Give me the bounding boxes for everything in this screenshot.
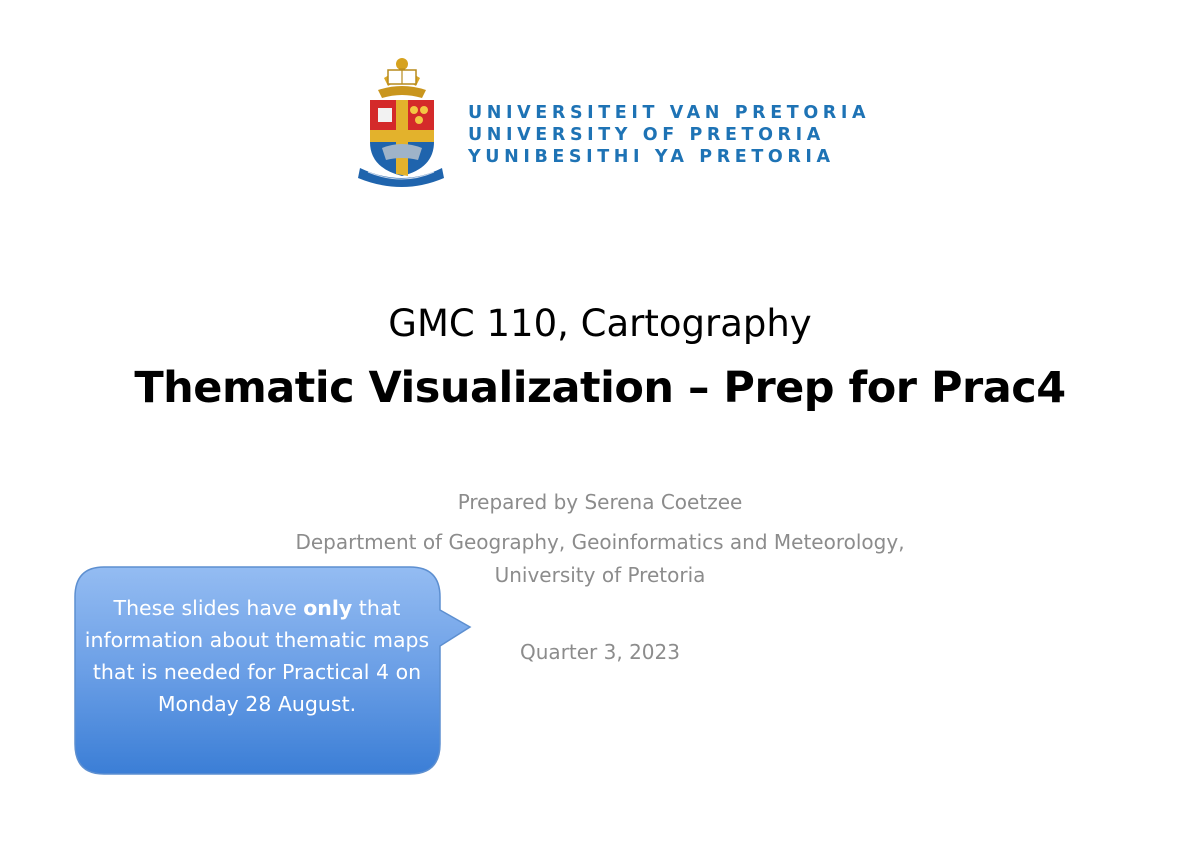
department-line: Department of Geography, Geoinformatics and Meteorology, [295, 530, 905, 554]
callout-emphasis: only [303, 596, 353, 620]
university-name-sepedi: YUNIBESITHI YA PRETORIA [468, 147, 835, 167]
callout-bubble [74, 566, 472, 776]
university-name [468, 102, 871, 168]
callout-text-end: that information about thematic maps that is needed for Practical 4 on Monday 28 August. [84, 596, 430, 716]
university-name-afrikaans: UNIVERSITEIT VAN PRETORIA [468, 103, 871, 123]
slide-title: Thematic Visualization – Prep for Prac4 [134, 363, 1066, 413]
author-line: Prepared by Serena Coetzee [457, 490, 743, 514]
date-line: Quarter 3, 2023 [520, 640, 680, 664]
callout-text-start: These slides have [113, 596, 304, 620]
course-title: GMC 110, Cartography [388, 302, 812, 345]
university-name-english: UNIVERSITY OF PRETORIA [468, 125, 825, 145]
crest-icon [358, 56, 444, 188]
university-logo [358, 56, 871, 188]
university-line: University of Pretoria [494, 563, 706, 587]
callout-text [82, 592, 432, 720]
